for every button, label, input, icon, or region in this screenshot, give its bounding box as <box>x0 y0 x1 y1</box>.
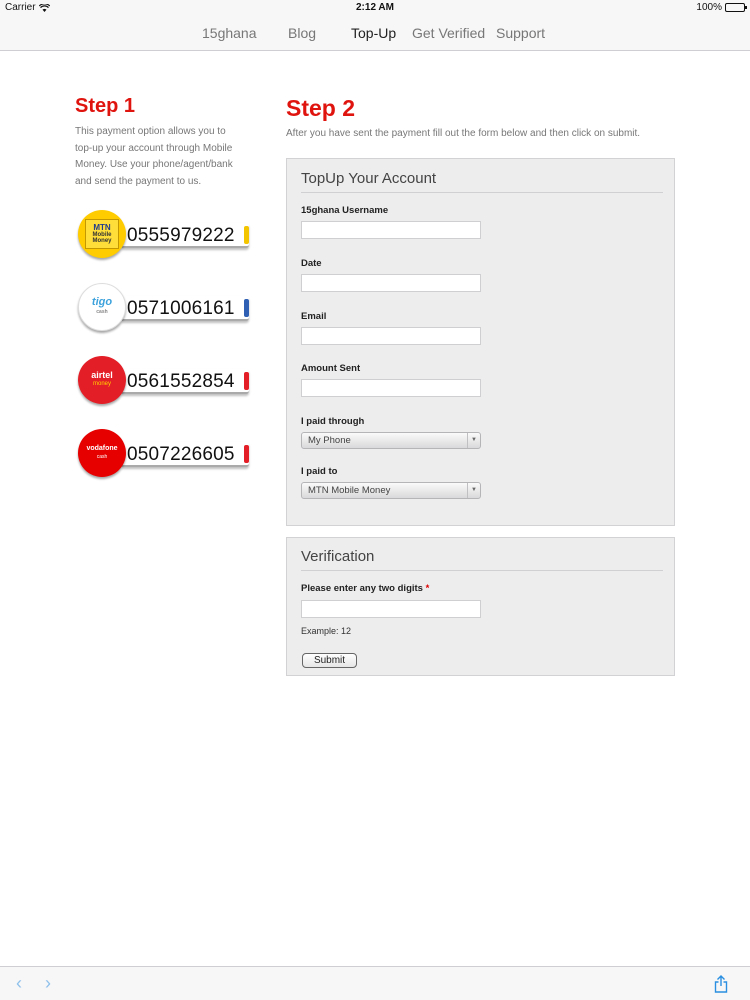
paid-through-value: My Phone <box>308 435 351 446</box>
amount-sent-input[interactable] <box>301 379 481 397</box>
step1-description: This payment option allows you to top-up your account through Mobile Money. Use your phone/agent/bank and send the payment to us. <box>75 126 233 187</box>
nav-item-get-verified[interactable]: Get Verified <box>412 25 486 41</box>
username-label: 15ghana Username <box>301 205 389 216</box>
browser-toolbar <box>0 966 750 1000</box>
paid-through-label: I paid through <box>301 416 365 427</box>
paid-to-select[interactable] <box>301 482 481 499</box>
two-digits-input[interactable] <box>301 600 481 618</box>
email-input[interactable] <box>301 327 481 345</box>
payment-number: 0507226605 <box>127 444 235 465</box>
accent-stripe <box>244 299 249 317</box>
accent-stripe <box>244 226 249 244</box>
payment-number: 0555979222 <box>127 225 235 246</box>
accent-stripe <box>244 445 249 463</box>
payment-number-bar <box>122 442 249 467</box>
payment-airtel <box>78 356 253 410</box>
payment-number: 0561552854 <box>127 371 235 392</box>
back-arrow-icon[interactable]: ‹ <box>16 973 22 993</box>
vodafone-cash-logo: vodafone cash <box>78 429 126 477</box>
topup-form-title: TopUp Your Account <box>301 170 437 187</box>
airtel-money-logo: airtel money <box>78 356 126 404</box>
chevron-down-icon: ▼ <box>467 483 480 498</box>
submit-button[interactable]: Submit <box>302 653 357 668</box>
nav-item-15ghana[interactable]: 15ghana <box>202 25 257 41</box>
step1-title: Step 1 <box>75 95 136 117</box>
verification-title: Verification <box>301 548 375 565</box>
paid-to-label: I paid to <box>301 466 338 477</box>
carrier-label: Carrier <box>5 2 36 13</box>
top-navigation <box>0 16 750 51</box>
divider <box>301 192 663 193</box>
tigo-cash-logo: tigo cash <box>78 283 126 331</box>
mtn-logo: MTN Mobile Money <box>78 210 126 258</box>
accent-stripe <box>244 372 249 390</box>
payment-number-bar <box>122 296 249 321</box>
step2-title: Step 2 <box>286 95 356 121</box>
status-bar <box>0 0 750 16</box>
payment-number-bar <box>122 369 249 394</box>
two-digits-label: Please enter any two digits * <box>301 583 430 594</box>
battery-indicator <box>696 2 745 13</box>
battery-percent: 100% <box>696 2 722 13</box>
chevron-down-icon: ▼ <box>467 433 480 448</box>
payment-number: 0571006161 <box>127 298 235 319</box>
email-label: Email <box>301 311 327 322</box>
forward-arrow-icon[interactable]: › <box>45 973 51 993</box>
example-hint: Example: 12 <box>301 626 352 636</box>
clock: 2:12 AM <box>356 2 394 13</box>
payment-tigo <box>78 283 253 337</box>
date-input[interactable] <box>301 274 481 292</box>
payment-number-bar <box>122 223 249 248</box>
verification-panel <box>286 537 675 676</box>
step2-description: After you have sent the payment fill out the form below and then click on submit. <box>286 128 641 139</box>
nav-item-top-up[interactable]: Top-Up <box>351 25 397 41</box>
battery-icon <box>725 3 745 12</box>
username-input[interactable] <box>301 221 481 239</box>
divider <box>301 570 663 571</box>
required-marker: * <box>425 583 430 594</box>
paid-through-select[interactable] <box>301 432 481 449</box>
nav-item-support[interactable]: Support <box>496 25 546 41</box>
payment-vodafone <box>78 429 253 483</box>
payment-mtn <box>78 210 253 264</box>
share-icon[interactable] <box>714 975 728 993</box>
amount-sent-label: Amount Sent <box>301 363 361 374</box>
topup-form-panel <box>286 158 675 526</box>
nav-item-blog[interactable]: Blog <box>288 25 317 41</box>
date-label: Date <box>301 258 322 269</box>
paid-to-value: MTN Mobile Money <box>308 485 391 496</box>
